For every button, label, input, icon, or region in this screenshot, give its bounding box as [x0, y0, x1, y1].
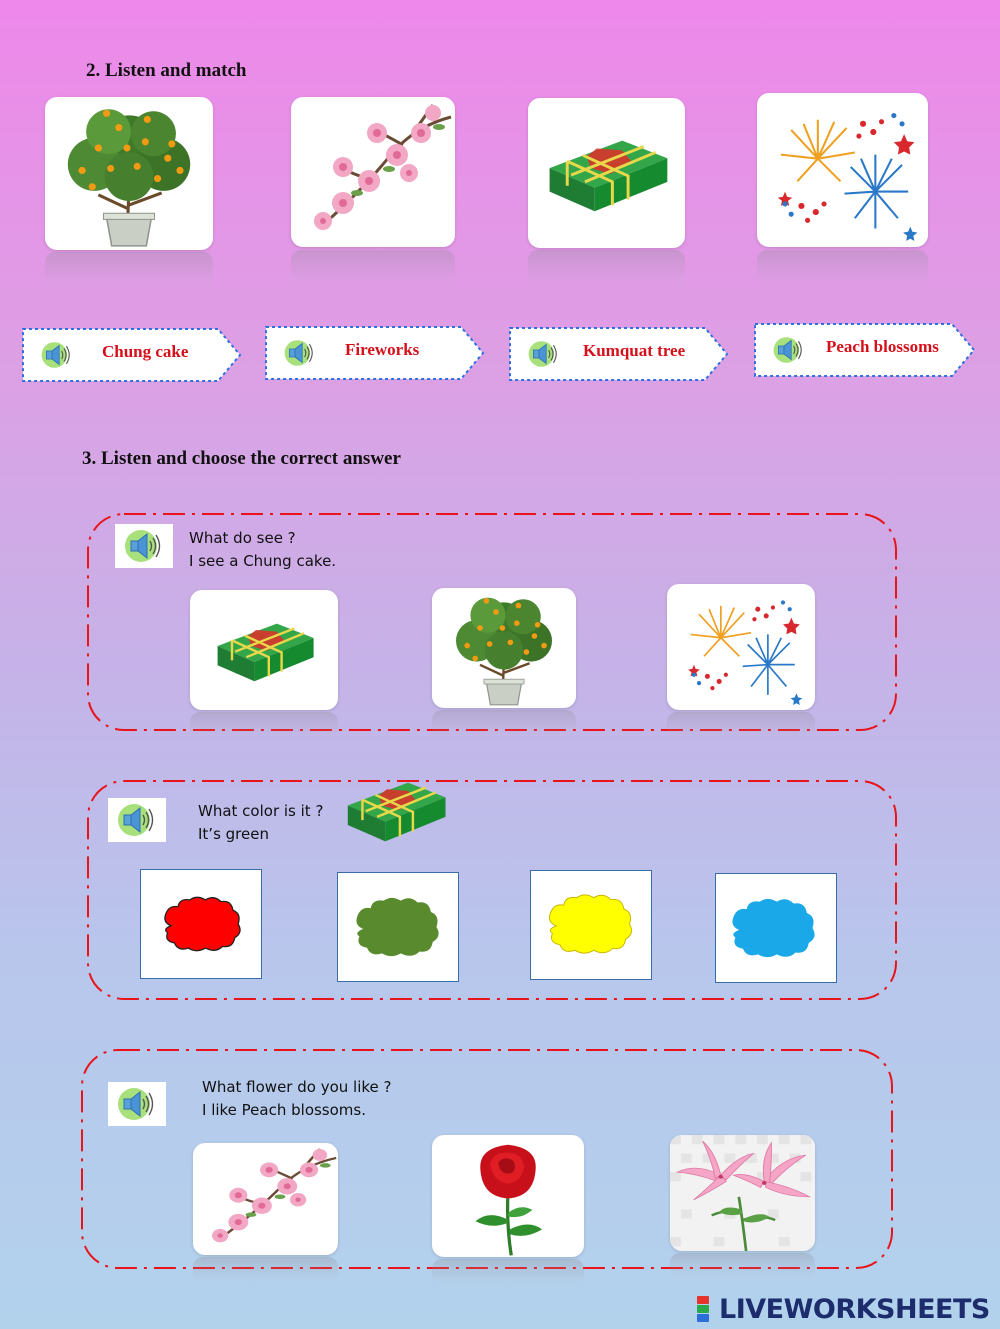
- section-3-title: 3. Listen and choose the correct answer: [82, 448, 401, 469]
- brand-name: LIVEWORKSHEETS: [719, 1294, 990, 1325]
- label-kumquat-tree[interactable]: [509, 327, 729, 379]
- label-peach-blossoms[interactable]: [754, 323, 976, 375]
- peach-blossoms-image: [193, 1143, 338, 1255]
- question-2-text: [198, 800, 323, 846]
- picture-chung-cake[interactable]: [528, 98, 685, 248]
- chung-cake-image: [190, 590, 338, 710]
- speaker-icon[interactable]: [283, 338, 315, 368]
- question-1-line-2: I see a Chung cake.: [189, 552, 337, 570]
- reflection: [432, 710, 576, 740]
- label-chung-cake[interactable]: [22, 328, 242, 380]
- reflection: [291, 250, 455, 290]
- reflection: [757, 250, 928, 290]
- question-3-text: [202, 1076, 391, 1122]
- reflection: [528, 250, 685, 290]
- speaker-icon: [116, 802, 156, 838]
- speaker-icon: [123, 528, 163, 564]
- q2-option-red[interactable]: [140, 869, 262, 979]
- reflection: [190, 712, 338, 742]
- question-2-line-2: It’s green: [198, 825, 269, 843]
- yellow-cloud: [531, 871, 651, 979]
- section-2-title: 2. Listen and match: [86, 60, 247, 81]
- q3-option-red-rose[interactable]: [432, 1135, 584, 1257]
- fireworks-image: [757, 93, 928, 247]
- q1-option-fireworks[interactable]: [667, 584, 815, 710]
- q1-option-chung-cake[interactable]: [190, 590, 338, 710]
- question-3-line-1: What flower do you like ?: [202, 1078, 392, 1096]
- question-1-text: [189, 527, 336, 573]
- question-3-line-2: I like Peach blossoms.: [202, 1101, 366, 1119]
- reflection: [670, 1253, 815, 1281]
- peach-blossoms-image: [291, 97, 455, 247]
- logo-block: [697, 1296, 709, 1304]
- q2-option-blue[interactable]: [715, 873, 837, 983]
- label-text: Chung cake: [102, 342, 189, 361]
- question-3-speaker-button[interactable]: [108, 1082, 166, 1126]
- reflection: [193, 1257, 338, 1285]
- speaker-icon[interactable]: [772, 335, 804, 365]
- speaker-icon[interactable]: [527, 339, 559, 369]
- picture-peach-blossoms[interactable]: [291, 97, 455, 247]
- chung-cake-image: [528, 98, 685, 248]
- label-text: Fireworks: [345, 340, 420, 359]
- q3-option-peach-blossoms[interactable]: [193, 1143, 338, 1255]
- reflection: [45, 252, 213, 292]
- blue-cloud: [716, 874, 836, 982]
- pink-lily-image: [670, 1135, 815, 1251]
- q1-option-kumquat-tree[interactable]: [432, 588, 576, 708]
- label-text: Peach blossoms: [826, 337, 939, 356]
- green-cloud: [338, 873, 458, 981]
- fireworks-image: [667, 584, 815, 710]
- kumquat-tree-image: [432, 588, 576, 708]
- question-1-speaker-button[interactable]: [115, 524, 173, 568]
- q2-option-yellow[interactable]: [530, 870, 652, 980]
- kumquat-tree-image: [45, 97, 213, 250]
- reflection: [432, 1259, 584, 1287]
- question-2-speaker-button[interactable]: [108, 798, 166, 842]
- question-1-line-1: What do see ?: [189, 529, 296, 547]
- q3-option-pink-lily[interactable]: [670, 1135, 815, 1251]
- label-fireworks[interactable]: [265, 326, 485, 378]
- reflection: [667, 712, 815, 742]
- logo-block: [697, 1314, 709, 1322]
- red-cloud: [141, 870, 261, 978]
- speaker-icon: [116, 1086, 156, 1122]
- logo-block: [697, 1305, 709, 1313]
- label-text: Kumquat tree: [583, 341, 686, 360]
- picture-fireworks[interactable]: [757, 93, 928, 247]
- red-rose-image: [432, 1135, 584, 1257]
- chung-cake-image: [338, 774, 452, 850]
- speaker-icon[interactable]: [40, 340, 72, 370]
- q2-option-green[interactable]: [337, 872, 459, 982]
- question-2-line-1: What color is it ?: [198, 802, 324, 820]
- picture-kumquat-tree[interactable]: [45, 97, 213, 250]
